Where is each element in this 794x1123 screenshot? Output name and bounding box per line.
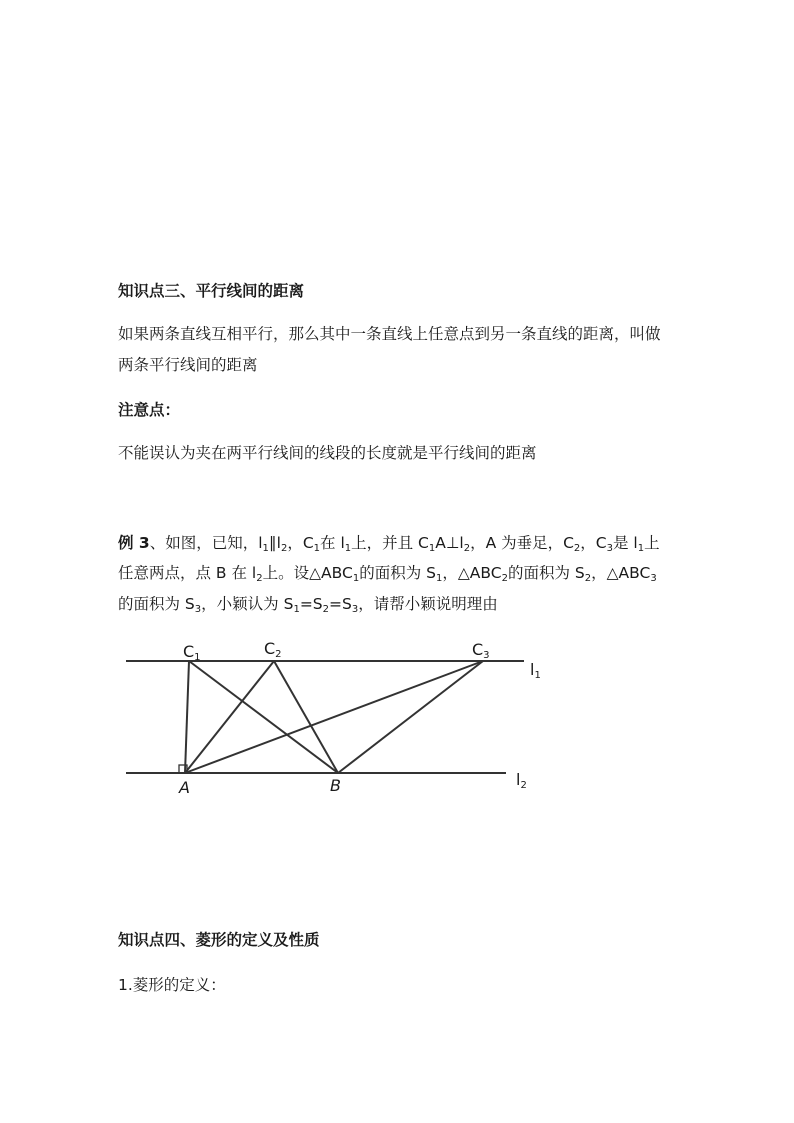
label-a: A	[179, 778, 190, 797]
segment-c1-a	[185, 661, 189, 773]
note-title: 注意点：	[118, 401, 181, 419]
label-c1: C1	[183, 642, 201, 663]
label-c2: C2	[264, 639, 282, 660]
definition-line-2: 两条平行线间的距离	[118, 356, 258, 374]
segment-c1-b	[189, 661, 338, 773]
example3-line-1: 例 3、如图，已知，$l_1\parallel l_2$，$C_1$在 $l_1$上，并且 $C_1A\perp l_2$，A 为垂足，$C_2$，$C_3$是 $l_1$上	[118, 534, 660, 554]
example3-label: 例 3	[118, 534, 150, 552]
example3-line-3: 的面积为 $S_3$，小颖认为 $S_1=S_2=S_3$，请帮小颖说明理由	[118, 595, 498, 615]
note-text: 不能误认为夹在两平行线间的线段的长度就是平行线间的距离	[118, 444, 537, 462]
geometry-figure	[118, 632, 558, 802]
label-l2: l2	[516, 770, 527, 791]
section3-title: 知识点三、平行线间的距离	[118, 282, 305, 300]
label-c3: C3	[472, 640, 490, 661]
section4-title: 知识点四、菱形的定义及性质	[118, 931, 320, 949]
example3-line-2: 任意两点，点 B 在 $l_2$上。设$\triangle ABC_1$的面积为 $S_1$，$\triangle ABC_2$的面积为 $S_2$，$\triangle ABC_3$	[118, 564, 657, 584]
label-b: B	[330, 776, 341, 795]
definition-line-1: 如果两条直线互相平行，那么其中一条直线上任意点到另一条直线的距离，叫做	[118, 325, 661, 343]
rhombus-definition-item: 1.菱形的定义：	[118, 976, 226, 994]
segment-c3-b	[338, 661, 483, 773]
segment-c2-b	[274, 661, 338, 773]
label-l1: l1	[530, 660, 541, 681]
